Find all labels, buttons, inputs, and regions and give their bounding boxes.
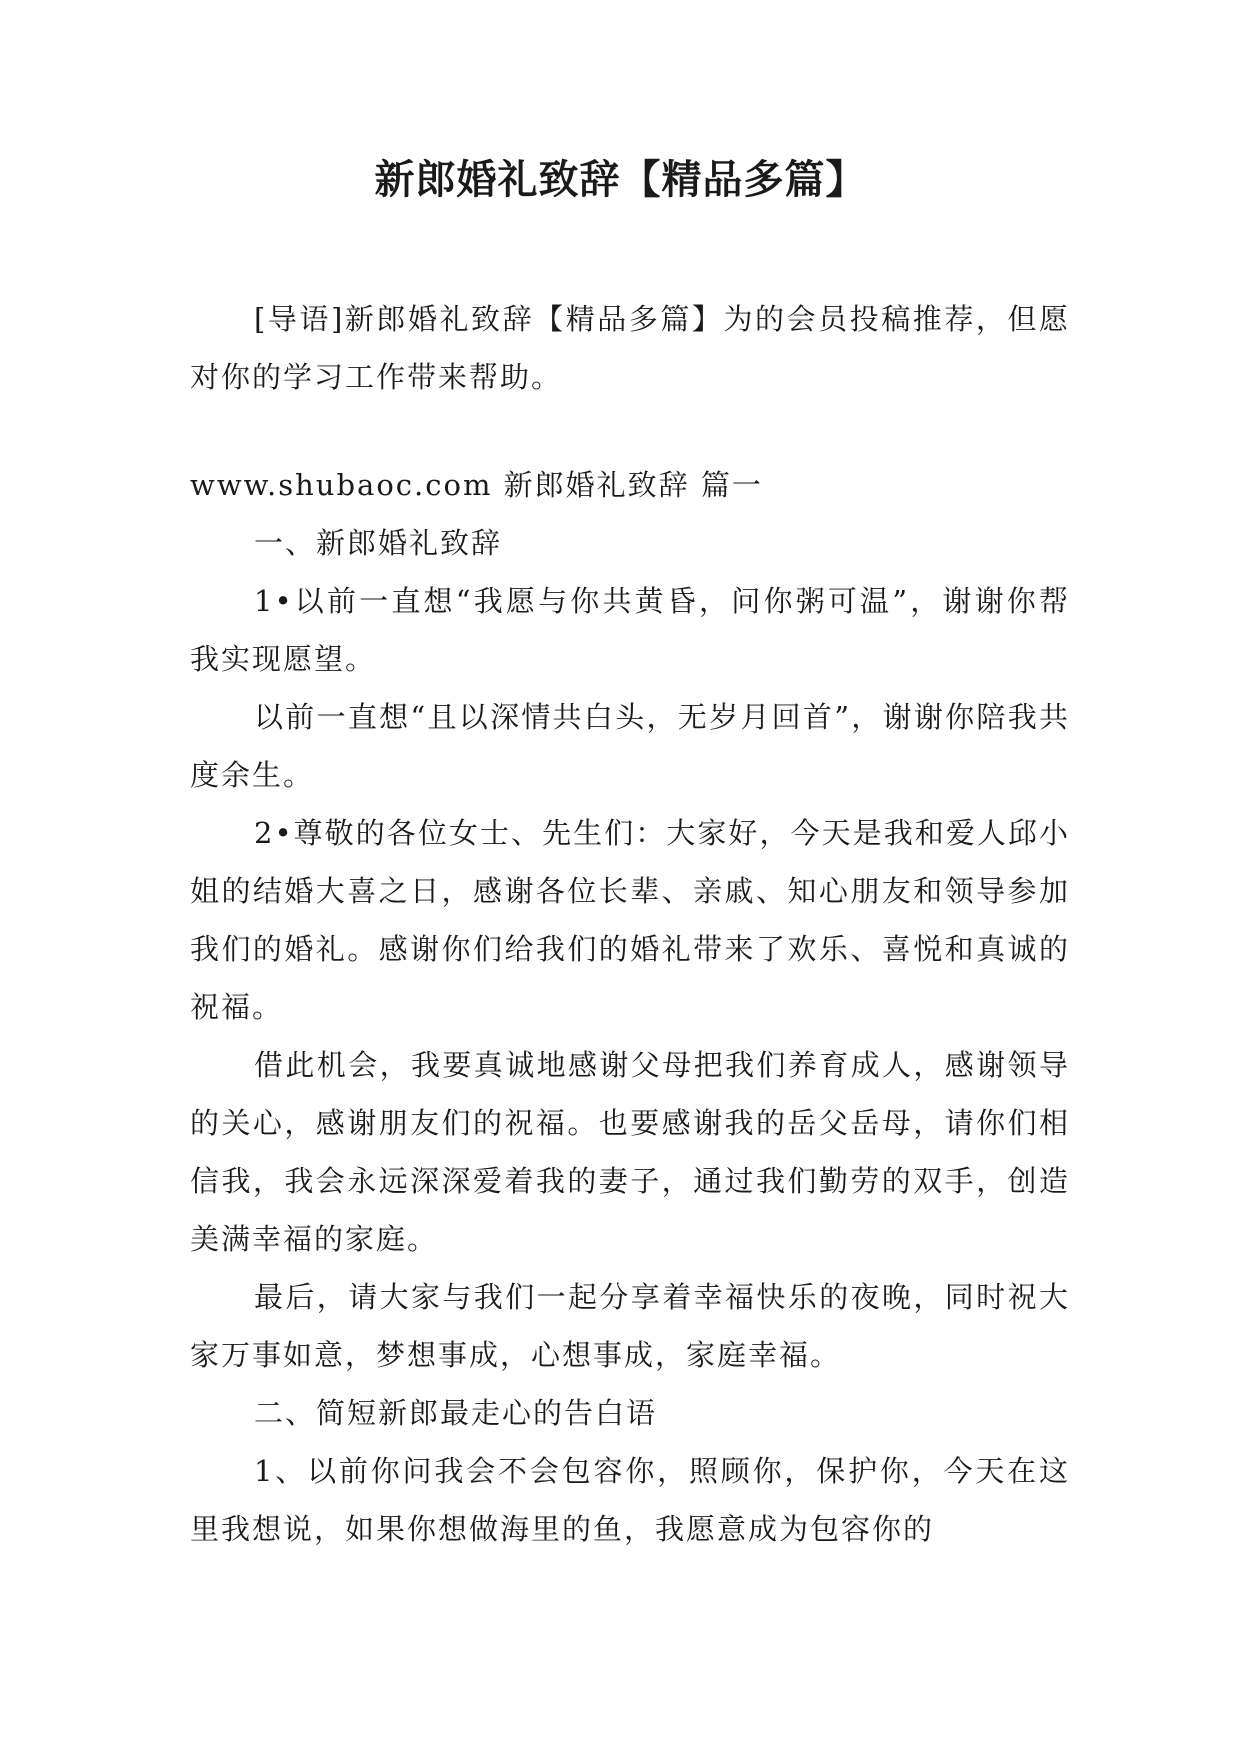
document-body — [190, 290, 1070, 1558]
paragraph: 2•尊敬的各位女士、先生们：大家好，今天是我和爱人邱小姐的结婚大喜之日，感谢各位长辈、亲戚、知心朋友和领导参加我们的婚礼。感谢你们给我们的婚礼带来了欢乐、喜悦和真诚的祝福。 — [190, 816, 1070, 1024]
paragraph: 以前一直想“且以深情共白头，无岁月回首”，谢谢你陪我共度余生。 — [190, 700, 1070, 792]
paragraph: 1•以前一直想“我愿与你共黄昏，问你粥可温”，谢谢你帮我实现愿望。 — [190, 584, 1070, 676]
intro-paragraph: [导语]新郎婚礼致辞【精品多篇】为的会员投稿推荐，但愿对你的学习工作带来帮助。 — [190, 302, 1070, 394]
section-heading-2: 二、简短新郎最走心的告白语 — [254, 1396, 658, 1430]
document-title: 新郎婚礼致辞【精品多篇】 — [374, 156, 867, 203]
paragraph: 借此机会，我要真诚地感谢父母把我们养育成人，感谢领导的关心，感谢朋友们的祝福。也要感谢我的岳父岳母，请你们相信我，我会永远深深爱着我的妻子，通过我们勤劳的双手，创造美满幸福的家庭。 — [190, 1048, 1070, 1256]
source-line: www.shubaoc.com 新郎婚礼致辞 篇一 — [190, 468, 763, 502]
section-heading-1: 一、新郎婚礼致辞 — [254, 526, 503, 560]
paragraph: 1、以前你问我会不会包容你，照顾你，保护你，今天在这里我想说，如果你想做海里的鱼，我愿意成为包容你的 — [190, 1454, 1070, 1546]
paragraph: 最后，请大家与我们一起分享着幸福快乐的夜晚，同时祝大家万事如意，梦想事成，心想事成，家庭幸福。 — [190, 1280, 1070, 1372]
